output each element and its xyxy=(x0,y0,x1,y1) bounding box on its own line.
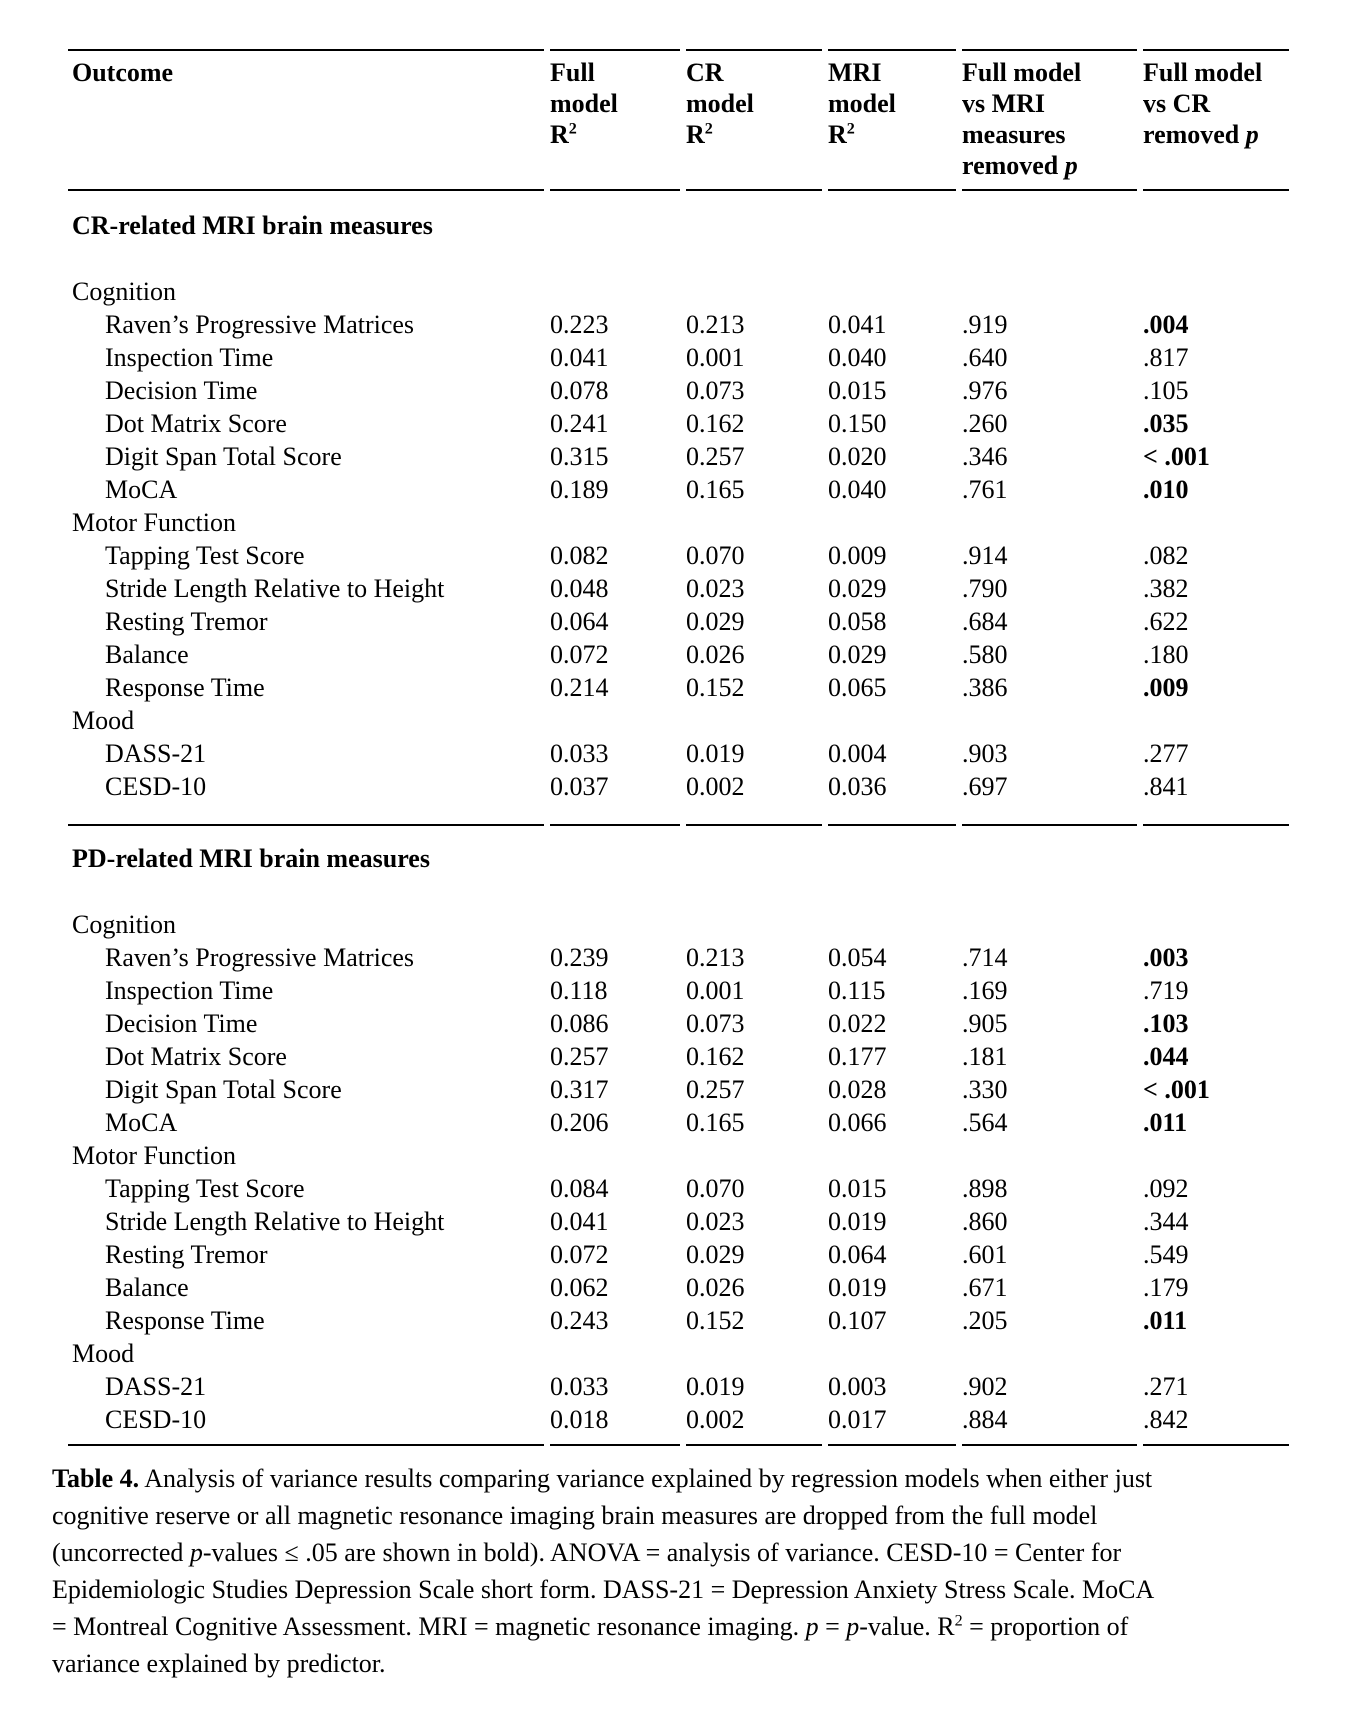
value-cell: .714 xyxy=(962,943,1008,972)
value-cell: .044 xyxy=(1143,1042,1189,1071)
value-cell: 0.028 xyxy=(828,1075,887,1104)
value-cell: 0.082 xyxy=(550,541,609,570)
empty-cell xyxy=(1143,1139,1289,1172)
value-cell: .549 xyxy=(1143,1240,1189,1269)
spacer-cell xyxy=(68,826,1289,842)
value-cell: 0.115 xyxy=(828,976,886,1005)
col-header-cr-model-r2 xyxy=(686,49,822,191)
outcome-cell: Raven’s Progressive Matrices xyxy=(105,943,415,972)
empty-cell xyxy=(686,1139,822,1172)
value-cell: 0.054 xyxy=(828,943,887,972)
empty-cell xyxy=(686,275,822,308)
outcome-cell: Tapping Test Score xyxy=(105,541,305,570)
value-cell: .898 xyxy=(962,1174,1008,1203)
empty-cell xyxy=(550,1337,680,1370)
value-cell: .180 xyxy=(1143,640,1189,669)
empty-cell xyxy=(550,1139,680,1172)
text-segment: = proportion of xyxy=(962,1612,1129,1641)
empty-cell xyxy=(828,908,956,941)
text-segment: model xyxy=(686,89,754,118)
value-cell: 0.001 xyxy=(686,976,745,1005)
table-row xyxy=(68,1040,1289,1073)
table-row xyxy=(68,737,1289,770)
outcome-cell: Balance xyxy=(105,1273,189,1302)
table-row xyxy=(68,374,1289,407)
col-header-outcome xyxy=(68,49,544,191)
value-cell: 0.017 xyxy=(828,1405,887,1434)
value-cell: 0.214 xyxy=(550,673,609,702)
spacer-row xyxy=(68,826,1289,842)
empty-cell xyxy=(962,275,1137,308)
outcome-cell: MoCA xyxy=(105,1108,178,1137)
value-cell: .277 xyxy=(1143,739,1189,768)
group-label: Cognition xyxy=(72,910,177,939)
value-cell: 0.317 xyxy=(550,1075,609,1104)
text-segment: cognitive reserve or all magnetic resonance imaging brain measures are dropped from the full model xyxy=(52,1501,1098,1530)
value-cell: 0.003 xyxy=(828,1372,887,1401)
outcome-cell: Dot Matrix Score xyxy=(105,409,287,438)
value-cell: 0.073 xyxy=(686,376,745,405)
rule-segment xyxy=(550,1444,680,1446)
outcome-cell: Tapping Test Score xyxy=(105,1174,305,1203)
text-segment: R xyxy=(686,120,705,149)
value-cell: .719 xyxy=(1143,976,1189,1005)
rule-segment xyxy=(686,1444,822,1446)
empty-cell xyxy=(1143,1337,1289,1370)
table-row xyxy=(68,1304,1289,1337)
value-cell: .640 xyxy=(962,343,1008,372)
value-cell: 0.070 xyxy=(686,541,745,570)
value-cell: .009 xyxy=(1143,673,1189,702)
outcome-cell: Response Time xyxy=(105,1306,265,1335)
text-segment: R xyxy=(550,120,569,149)
empty-cell xyxy=(550,908,680,941)
value-cell: 0.239 xyxy=(550,943,609,972)
text-segment: CR xyxy=(686,58,724,87)
empty-cell xyxy=(828,704,956,737)
spacer-cell xyxy=(68,875,1289,908)
group-label: Mood xyxy=(72,706,135,735)
outcome-cell: Digit Span Total Score xyxy=(105,442,342,471)
value-cell: 0.070 xyxy=(686,1174,745,1203)
value-cell: 0.065 xyxy=(828,673,887,702)
table-row xyxy=(68,1271,1289,1304)
text-segment: removed xyxy=(1143,120,1246,149)
value-cell: .010 xyxy=(1143,475,1189,504)
spacer-row xyxy=(68,191,1289,209)
group-row xyxy=(68,1139,1289,1172)
section-title-row xyxy=(68,209,1289,242)
outcome-cell: Response Time xyxy=(105,673,265,702)
value-cell: 0.107 xyxy=(828,1306,887,1335)
outcome-cell: Decision Time xyxy=(105,1009,258,1038)
value-cell: .003 xyxy=(1143,943,1189,972)
superscript: 2 xyxy=(954,1612,963,1630)
empty-cell xyxy=(686,1337,822,1370)
outcome-cell: CESD-10 xyxy=(105,1405,207,1434)
spacer-cell xyxy=(68,1436,1289,1444)
value-cell: 0.040 xyxy=(828,475,887,504)
empty-cell xyxy=(1143,908,1289,941)
text-segment: vs CR xyxy=(1143,89,1211,118)
empty-cell xyxy=(962,1337,1137,1370)
value-cell: 0.029 xyxy=(828,574,887,603)
value-cell: .842 xyxy=(1143,1405,1189,1434)
group-label: Motor Function xyxy=(72,508,236,537)
text-segment: = Montreal Cognitive Assessment. MRI = magnetic resonance imaging. xyxy=(52,1612,806,1641)
value-cell: 0.165 xyxy=(686,1108,745,1137)
value-cell: 0.073 xyxy=(686,1009,745,1038)
superscript: 2 xyxy=(846,120,855,138)
value-cell: .346 xyxy=(962,442,1008,471)
value-cell: .914 xyxy=(962,541,1008,570)
text-segment: measures xyxy=(962,120,1066,149)
col-header-mri-model-r2 xyxy=(828,49,956,191)
value-cell: .884 xyxy=(962,1405,1008,1434)
value-cell: 0.041 xyxy=(550,1207,609,1236)
empty-cell xyxy=(962,1139,1137,1172)
value-cell: 0.064 xyxy=(550,607,609,636)
empty-cell xyxy=(550,704,680,737)
value-cell: 0.023 xyxy=(686,1207,745,1236)
value-cell: 0.029 xyxy=(686,607,745,636)
outcome-cell: Balance xyxy=(105,640,189,669)
value-cell: 0.257 xyxy=(686,1075,745,1104)
value-cell: .841 xyxy=(1143,772,1189,801)
table-row xyxy=(68,1106,1289,1139)
table-row xyxy=(68,974,1289,1007)
table-caption xyxy=(52,1460,1342,1682)
table-header xyxy=(68,49,1289,191)
value-cell: 0.189 xyxy=(550,475,609,504)
rule-segment xyxy=(828,1444,956,1446)
value-cell: 0.086 xyxy=(550,1009,609,1038)
rule-segment xyxy=(68,1444,544,1446)
table-row xyxy=(68,440,1289,473)
value-cell: .905 xyxy=(962,1009,1008,1038)
value-cell: 0.243 xyxy=(550,1306,609,1335)
italic-text: p xyxy=(805,1612,819,1641)
value-cell: 0.162 xyxy=(686,409,745,438)
empty-cell xyxy=(1143,506,1289,539)
value-cell: .622 xyxy=(1143,607,1189,636)
value-cell: 0.206 xyxy=(550,1108,609,1137)
header-row xyxy=(68,49,1289,191)
results-table xyxy=(62,49,1295,1446)
outcome-cell: Inspection Time xyxy=(105,343,274,372)
value-cell: 0.029 xyxy=(828,640,887,669)
spacer-row xyxy=(68,875,1289,908)
empty-cell xyxy=(962,506,1137,539)
value-cell: 0.019 xyxy=(686,1372,745,1401)
value-cell: 0.002 xyxy=(686,772,745,801)
empty-cell xyxy=(962,908,1137,941)
text-segment: model xyxy=(550,89,618,118)
value-cell: 0.026 xyxy=(686,1273,745,1302)
anova-table-wrap xyxy=(62,49,1354,1446)
value-cell: 0.084 xyxy=(550,1174,609,1203)
outcome-cell: DASS-21 xyxy=(105,1372,207,1401)
col-header-full-vs-cr-p xyxy=(1143,49,1289,191)
table-row xyxy=(68,1403,1289,1436)
value-cell: .181 xyxy=(962,1042,1008,1071)
section-title: PD-related MRI brain measures xyxy=(72,844,430,873)
section-title: CR-related MRI brain measures xyxy=(72,211,433,240)
table-row xyxy=(68,1172,1289,1205)
italic-text: p xyxy=(1064,151,1078,180)
value-cell: .103 xyxy=(1143,1009,1189,1038)
text-segment: = xyxy=(818,1612,847,1641)
value-cell: 0.072 xyxy=(550,640,609,669)
empty-cell xyxy=(550,275,680,308)
value-cell: 0.015 xyxy=(828,376,887,405)
outcome-cell: Inspection Time xyxy=(105,976,274,1005)
col-header-full-model-r2 xyxy=(550,49,680,191)
value-cell: < .001 xyxy=(1143,442,1210,471)
value-cell: .386 xyxy=(962,673,1008,702)
table-row xyxy=(68,572,1289,605)
value-cell: .179 xyxy=(1143,1273,1189,1302)
outcome-cell: Resting Tremor xyxy=(105,607,268,636)
value-cell: .382 xyxy=(1143,574,1189,603)
table-row xyxy=(68,1370,1289,1403)
value-cell: 0.058 xyxy=(828,607,887,636)
table-row xyxy=(68,473,1289,506)
value-cell: .761 xyxy=(962,475,1008,504)
text-segment: Outcome xyxy=(72,58,174,87)
results-table-body xyxy=(68,191,1289,1446)
value-cell: .330 xyxy=(962,1075,1008,1104)
text-segment: variance explained by predictor. xyxy=(52,1649,386,1678)
group-row xyxy=(68,1337,1289,1370)
value-cell: 0.041 xyxy=(550,343,609,372)
value-cell: 0.064 xyxy=(828,1240,887,1269)
value-cell: .601 xyxy=(962,1240,1008,1269)
text-segment: MRI xyxy=(828,58,882,87)
value-cell: 0.019 xyxy=(686,739,745,768)
outcome-cell: Decision Time xyxy=(105,376,258,405)
value-cell: 0.078 xyxy=(550,376,609,405)
italic-text: p xyxy=(846,1612,860,1641)
outcome-cell: CESD-10 xyxy=(105,772,207,801)
value-cell: 0.015 xyxy=(828,1174,887,1203)
value-cell: 0.040 xyxy=(828,343,887,372)
value-cell: 0.004 xyxy=(828,739,887,768)
empty-cell xyxy=(550,506,680,539)
outcome-cell: MoCA xyxy=(105,475,178,504)
value-cell: .919 xyxy=(962,310,1008,339)
value-cell: < .001 xyxy=(1143,1075,1210,1104)
outcome-cell: Stride Length Relative to Height xyxy=(105,1207,445,1236)
text-segment: Analysis of variance results comparing variance explained by regression models when either just xyxy=(139,1464,1153,1493)
empty-cell xyxy=(828,275,956,308)
empty-cell xyxy=(828,1337,956,1370)
value-cell: .684 xyxy=(962,607,1008,636)
value-cell: 0.048 xyxy=(550,574,609,603)
text-segment: Full model xyxy=(962,58,1082,87)
value-cell: 0.315 xyxy=(550,442,609,471)
value-cell: 0.177 xyxy=(828,1042,887,1071)
value-cell: 0.033 xyxy=(550,1372,609,1401)
table-row xyxy=(68,1073,1289,1106)
italic-text: p xyxy=(1245,120,1259,149)
text-segment: removed xyxy=(962,151,1065,180)
rule-segment xyxy=(1143,1444,1289,1446)
empty-cell xyxy=(1143,275,1289,308)
empty-cell xyxy=(828,506,956,539)
value-cell: .564 xyxy=(962,1108,1008,1137)
value-cell: 0.062 xyxy=(550,1273,609,1302)
value-cell: .035 xyxy=(1143,409,1189,438)
value-cell: .004 xyxy=(1143,310,1189,339)
table-row xyxy=(68,341,1289,374)
value-cell: .860 xyxy=(962,1207,1008,1236)
value-cell: 0.009 xyxy=(828,541,887,570)
value-cell: 0.257 xyxy=(550,1042,609,1071)
table-row xyxy=(68,407,1289,440)
value-cell: .902 xyxy=(962,1372,1008,1401)
value-cell: 0.033 xyxy=(550,739,609,768)
value-cell: 0.002 xyxy=(686,1405,745,1434)
value-cell: .903 xyxy=(962,739,1008,768)
value-cell: 0.020 xyxy=(828,442,887,471)
spacer-cell xyxy=(68,191,1289,209)
value-cell: 0.037 xyxy=(550,772,609,801)
value-cell: .092 xyxy=(1143,1174,1189,1203)
value-cell: 0.029 xyxy=(686,1240,745,1269)
value-cell: 0.152 xyxy=(686,1306,745,1335)
table-row xyxy=(68,638,1289,671)
table-row xyxy=(68,770,1289,803)
value-cell: .082 xyxy=(1143,541,1189,570)
text-segment: -value. R xyxy=(859,1612,955,1641)
value-cell: 0.023 xyxy=(686,574,745,603)
empty-cell xyxy=(1143,704,1289,737)
group-label: Mood xyxy=(72,1339,135,1368)
group-label: Motor Function xyxy=(72,1141,236,1170)
value-cell: 0.241 xyxy=(550,409,609,438)
superscript: 2 xyxy=(704,120,713,138)
value-cell: .011 xyxy=(1143,1306,1188,1335)
value-cell: 0.041 xyxy=(828,310,887,339)
value-cell: .671 xyxy=(962,1273,1008,1302)
spacer-cell xyxy=(68,242,1289,275)
group-row xyxy=(68,275,1289,308)
group-label: Cognition xyxy=(72,277,177,306)
spacer-row xyxy=(68,242,1289,275)
text-segment: R xyxy=(828,120,847,149)
value-cell: 0.150 xyxy=(828,409,887,438)
value-cell: 0.165 xyxy=(686,475,745,504)
empty-cell xyxy=(686,908,822,941)
spacer-row xyxy=(68,1436,1289,1444)
outcome-cell: Digit Span Total Score xyxy=(105,1075,342,1104)
group-row xyxy=(68,506,1289,539)
table-row xyxy=(68,605,1289,638)
text-segment: Full xyxy=(550,58,595,87)
outcome-cell: Resting Tremor xyxy=(105,1240,268,1269)
spacer-cell xyxy=(68,803,1289,824)
value-cell: .580 xyxy=(962,640,1008,669)
value-cell: 0.018 xyxy=(550,1405,609,1434)
text-segment: Epidemiologic Studies Depression Scale short form. DASS-21 = Depression Anxiety Stress Scale. MoCA xyxy=(52,1575,1155,1604)
superscript: 2 xyxy=(568,120,577,138)
table-row xyxy=(68,308,1289,341)
text-segment: vs MRI xyxy=(962,89,1046,118)
empty-cell xyxy=(828,1139,956,1172)
outcome-cell: Dot Matrix Score xyxy=(105,1042,287,1071)
value-cell: .011 xyxy=(1143,1108,1188,1137)
value-cell: .697 xyxy=(962,772,1008,801)
empty-cell xyxy=(962,704,1137,737)
value-cell: 0.066 xyxy=(828,1108,887,1137)
value-cell: 0.223 xyxy=(550,310,609,339)
value-cell: .260 xyxy=(962,409,1008,438)
text-segment: (uncorrected xyxy=(52,1538,190,1567)
table-row xyxy=(68,941,1289,974)
value-cell: 0.152 xyxy=(686,673,745,702)
group-row xyxy=(68,908,1289,941)
value-cell: 0.036 xyxy=(828,772,887,801)
table-row xyxy=(68,1238,1289,1271)
outcome-cell: Raven’s Progressive Matrices xyxy=(105,310,415,339)
value-cell: 0.001 xyxy=(686,343,745,372)
value-cell: 0.162 xyxy=(686,1042,745,1071)
value-cell: .344 xyxy=(1143,1207,1189,1236)
rule-segment xyxy=(962,1444,1137,1446)
value-cell: .976 xyxy=(962,376,1008,405)
table-row xyxy=(68,671,1289,704)
text-segment: -values ≤ .05 are shown in bold). ANOVA = analysis of variance. CESD-10 = Center for xyxy=(202,1538,1122,1567)
empty-cell xyxy=(686,506,822,539)
value-cell: .205 xyxy=(962,1306,1008,1335)
value-cell: 0.213 xyxy=(686,310,745,339)
value-cell: .817 xyxy=(1143,343,1189,372)
value-cell: 0.257 xyxy=(686,442,745,471)
value-cell: .105 xyxy=(1143,376,1189,405)
section-divider-rule xyxy=(68,1444,1289,1446)
text-segment: Table 4. xyxy=(52,1464,140,1493)
table-row xyxy=(68,1205,1289,1238)
value-cell: 0.072 xyxy=(550,1240,609,1269)
table-row xyxy=(68,539,1289,572)
value-cell: .271 xyxy=(1143,1372,1189,1401)
col-header-full-vs-mri-p xyxy=(962,49,1137,191)
value-cell: 0.026 xyxy=(686,640,745,669)
value-cell: 0.213 xyxy=(686,943,745,972)
text-segment: Full model xyxy=(1143,58,1263,87)
value-cell: 0.019 xyxy=(828,1273,887,1302)
value-cell: .169 xyxy=(962,976,1008,1005)
section-title-row xyxy=(68,842,1289,875)
text-segment: model xyxy=(828,89,896,118)
spacer-row xyxy=(68,803,1289,824)
table-row xyxy=(68,1007,1289,1040)
empty-cell xyxy=(686,704,822,737)
value-cell: 0.118 xyxy=(550,976,608,1005)
outcome-cell: Stride Length Relative to Height xyxy=(105,574,445,603)
italic-text: p xyxy=(189,1538,203,1567)
outcome-cell: DASS-21 xyxy=(105,739,207,768)
value-cell: 0.022 xyxy=(828,1009,887,1038)
group-row xyxy=(68,704,1289,737)
value-cell: .790 xyxy=(962,574,1008,603)
value-cell: 0.019 xyxy=(828,1207,887,1236)
